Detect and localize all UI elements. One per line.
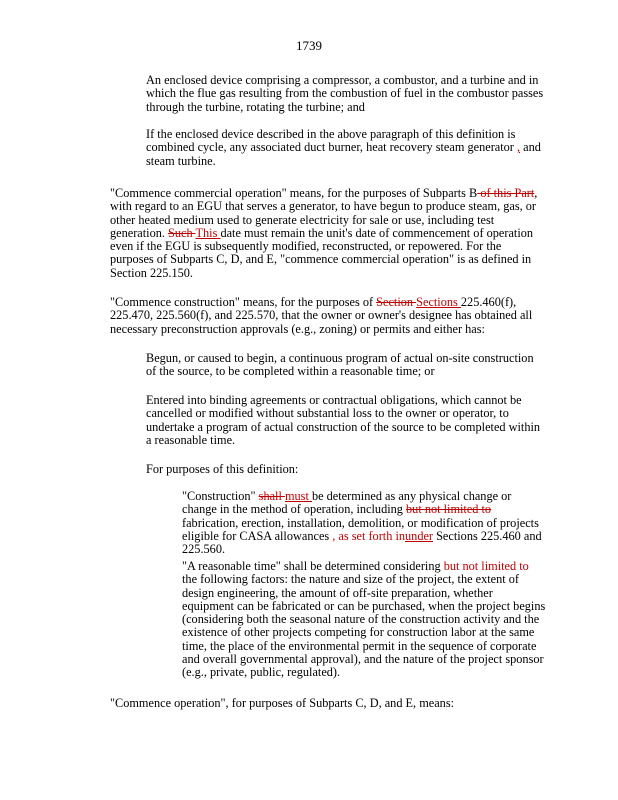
text-run: If the enclosed device described in the above paragraph of this definition is combined cycle, any associated duct burner, heat recovery steam generator xyxy=(146,127,517,155)
inserted-text: , xyxy=(516,140,521,155)
definition-commence-operation xyxy=(110,697,542,710)
text-run: Begun, or caused to begin, a continuous program of actual on-site construction of the source, to be completed within a reasonable time; or xyxy=(146,351,534,379)
definition-commence-commercial-operation xyxy=(110,187,542,280)
text-run: and steam turbine. xyxy=(146,140,541,168)
inserted-text: , as set forth in xyxy=(332,528,406,543)
text-run: "A reasonable time" shall be determined considering xyxy=(182,559,444,573)
deleted-text: shall xyxy=(258,489,285,503)
subclause-construction xyxy=(182,490,546,556)
text-run: "Commence operation", for purposes of Subparts C, D, and E, means: xyxy=(110,696,455,710)
definition-paragraph-combined-cycle xyxy=(146,128,546,168)
text-run: Sections 225.460 and 225.560. xyxy=(182,528,542,557)
inserted-text: must xyxy=(284,489,312,503)
deleted-text: but not limited to xyxy=(406,502,492,517)
text-run: date must remain the unit's date of commencement of operation even if the EGU is subsequently modified, reconstructed, or repowered. For the purposes of Subparts C, D, and E, "commence commercial operation" is as defined in Section 225.150. xyxy=(110,225,534,280)
inserted-text: but not limited to xyxy=(443,559,529,573)
text-run: the following factors: the nature and size of the project, the extent of design engineering, the amount of off-site preparation, whether equipment can be fabricated or can be purchased, when the project begins (considering both the seasonal nature of the construction activity and the existence of other projects competing for construction labor at the same time, the place of the environmental permit in the sequence of corporate and overall governmental approval), and the nature of the project sponsor (e.g., private, public, regulated). xyxy=(182,572,546,680)
text-run: be determined as any physical change or change in the method of operation, including xyxy=(182,489,512,517)
inserted-text: under xyxy=(405,528,434,543)
text-run: "Commence construction" means, for the purposes of xyxy=(110,295,377,309)
text-run: 225.460(f), 225.470, 225.560(f), and 225.570, that the owner or owner's designee has obtained all necessary preconstruction approvals (e.g., zoning) or permits and either has: xyxy=(110,295,533,336)
definition-commence-construction xyxy=(110,296,542,336)
deleted-text: Section xyxy=(376,295,417,309)
page-number: 1739 xyxy=(296,38,322,53)
text-run: For purposes of this definition: xyxy=(146,462,299,476)
definition-paragraph-enclosed-device xyxy=(146,74,546,114)
inserted-text: This xyxy=(195,225,221,240)
text-run: fabrication, erection, installation, demolition, or modification of projects eligible for CASA allowances xyxy=(182,515,539,543)
text-run: "Commence commercial operation" means, for the purposes of Subparts B xyxy=(110,186,478,200)
subclause-reasonable-time xyxy=(182,560,546,680)
inserted-text: Sections xyxy=(416,295,461,309)
text-run: An enclosed device comprising a compressor, a combustor, and a turbine and in which the flue gas resulting from the combustion of fuel in the combustor passes through the turbine, rotating the turbine; and xyxy=(146,73,544,114)
clause-begun xyxy=(146,352,546,379)
clause-entered xyxy=(146,394,546,447)
text-run: "Construction" xyxy=(182,489,259,503)
deleted-text: Such xyxy=(168,225,196,240)
deleted-text: of this Part xyxy=(477,186,535,200)
text-run: Entered into binding agreements or contractual obligations, which cannot be cancelled or modified without substantial loss to the owner or operator, to undertake a program of actual construction of the source to be completed within a reasonable time. xyxy=(146,393,541,447)
text-run: , with regard to an EGU that serves a generator, to have begun to produce steam, gas, or other heated medium used to generate electricity for sale or use, including test generation. xyxy=(110,186,538,240)
clause-for-purposes xyxy=(146,463,546,476)
